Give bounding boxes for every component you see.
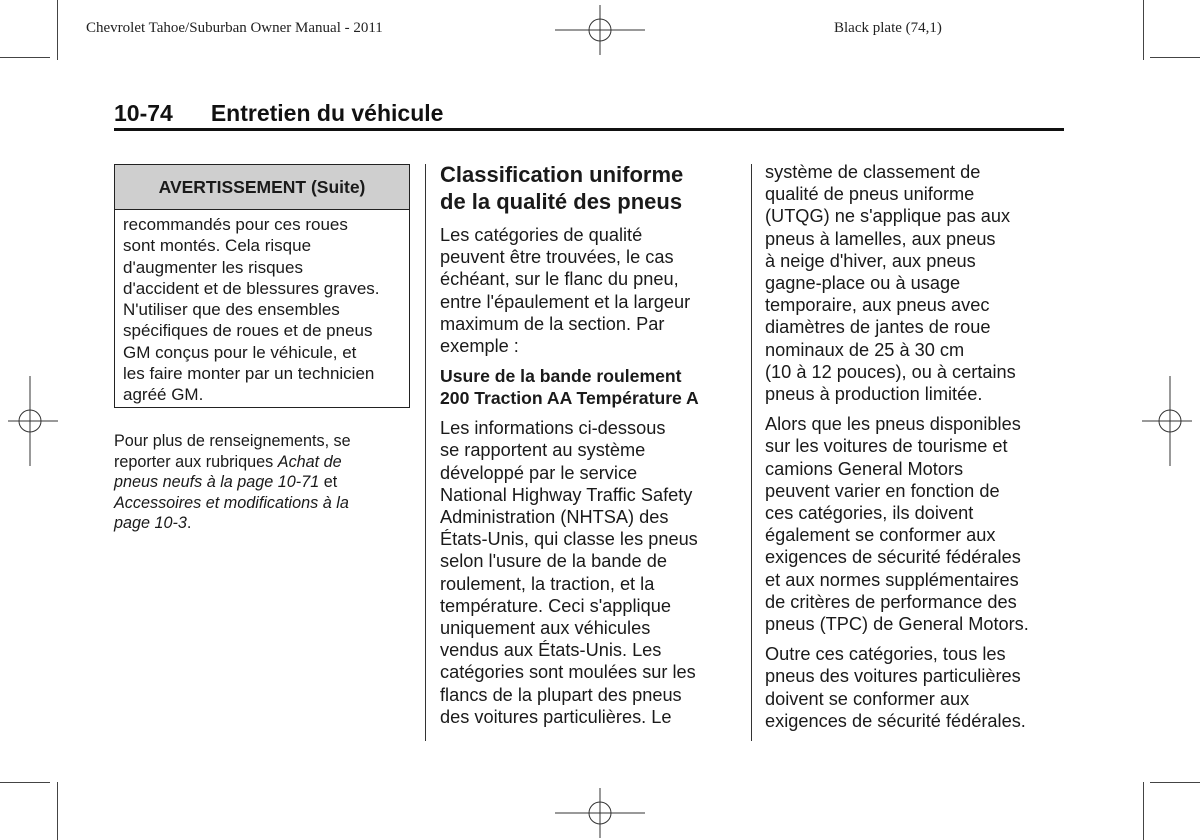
warning-title: AVERTISSEMENT (Suite) — [115, 165, 409, 210]
text-line: se rapportent au système — [440, 440, 646, 461]
column-2 — [440, 161, 740, 736]
crop-mark-top-right-vertical — [1143, 0, 1144, 60]
section-title: Entretien du véhicule — [210, 100, 444, 126]
text-line: pneus à lamelles, aux pneus — [765, 228, 996, 249]
section-heading — [440, 161, 740, 215]
header-rule — [114, 128, 1064, 131]
text-line: flancs de la plupart des pneus — [440, 684, 682, 705]
text-line: camions General Motors — [765, 458, 964, 479]
text-line: de critères de performance des — [765, 591, 1017, 612]
text-line: ces catégories, ils doivent — [765, 503, 974, 524]
text-line: (UTQG) ne s'applique pas aux — [765, 206, 1011, 227]
warning-line: recommandés pour ces roues — [123, 215, 348, 234]
text-line: exemple : — [440, 336, 519, 357]
text-line: nominaux de 25 à 30 cm — [765, 339, 965, 360]
crop-mark-top-left-horizontal — [0, 57, 50, 58]
plate-label: Black plate (74,1) — [834, 20, 942, 36]
example-line: 200 Traction AA Température A — [440, 388, 699, 409]
text-line: selon l'usure de la bande de — [440, 551, 667, 572]
standards-paragraph — [765, 413, 1065, 635]
running-head — [114, 100, 1064, 127]
text-line: (10 à 12 pouces), ou à certains — [765, 361, 1016, 382]
column-divider-1 — [425, 164, 426, 741]
text-line: catégories sont moulées sur les — [440, 662, 696, 683]
text-line: pneus à production limitée. — [765, 384, 983, 405]
text-line: maximum de la section. Par — [440, 313, 665, 334]
registration-mark-right — [1142, 376, 1192, 466]
crop-mark-bottom-right-horizontal — [1150, 782, 1200, 783]
text-line: peuvent être trouvées, le cas — [440, 247, 674, 268]
warning-line: les faire monter par un technicien — [123, 364, 375, 384]
cross-reference-link[interactable]: Achat de — [277, 452, 342, 471]
text-line: diamètres de jantes de roue — [765, 317, 991, 338]
cross-reference-link[interactable]: pneus neufs à la page 10-71 — [114, 473, 320, 491]
note-line — [114, 513, 410, 534]
column-divider-2 — [751, 164, 752, 741]
cross-reference-note — [114, 431, 410, 534]
registration-mark-bottom — [555, 788, 645, 838]
page-number: 10-74 — [114, 100, 173, 126]
text-line: système de classement de — [765, 162, 981, 182]
text-line: gagne-place ou à usage — [765, 273, 961, 294]
column-3 — [765, 161, 1065, 740]
text-line: Les informations ci-dessous — [440, 418, 666, 439]
example-line: Usure de la bande roulement — [440, 366, 682, 387]
note-text: . — [186, 514, 192, 532]
text-line: doivent se conformer aux — [765, 688, 970, 709]
text-line: qualité de pneus uniforme — [765, 184, 975, 205]
warning-line: d'augmenter les risques — [123, 257, 303, 277]
intro-paragraph — [440, 224, 740, 357]
warning-line: N'utiliser que des ensembles — [123, 300, 340, 320]
text-line: exigences de sécurité fédérales — [765, 547, 1021, 568]
note-line — [114, 493, 410, 514]
note-line — [114, 472, 410, 493]
crop-mark-bottom-right-vertical — [1143, 782, 1144, 840]
note-line: Pour plus de renseignements, se — [114, 432, 351, 450]
text-line: exigences de sécurité fédérales. — [765, 710, 1026, 731]
text-line: uniquement aux véhicules — [440, 618, 651, 639]
text-line: Outre ces catégories, tous les — [765, 644, 1006, 665]
text-line: États-Unis, qui classe les pneus — [440, 529, 698, 550]
registration-mark-top — [555, 5, 645, 55]
grade-example — [440, 365, 740, 409]
text-line: entre l'épaulement et la largeur — [440, 291, 691, 312]
warning-line: spécifiques de roues et de pneus — [123, 321, 373, 341]
text-line: sur les voitures de tourisme et — [765, 436, 1008, 457]
cross-reference-link[interactable]: Accessoires et modifications à la — [114, 493, 349, 512]
text-line: pneus des voitures particulières — [765, 666, 1021, 687]
warning-line: d'accident et de blessures graves. — [123, 278, 380, 298]
registration-mark-left — [8, 376, 58, 466]
heading-line: de la qualité des pneus — [440, 189, 683, 214]
federal-requirements-paragraph — [765, 643, 1065, 732]
text-line: également se conformer aux — [765, 525, 996, 546]
note-text: reporter aux rubriques — [114, 452, 278, 471]
note-line — [114, 452, 410, 473]
crop-mark-top-right-horizontal — [1150, 57, 1200, 58]
text-line: peuvent varier en fonction de — [765, 480, 1000, 501]
text-line: Alors que les pneus disponibles — [765, 414, 1021, 435]
text-line: et aux normes supplémentaires — [765, 569, 1019, 590]
cross-reference-link[interactable]: page 10-3 — [114, 514, 187, 532]
warning-line: sont montés. Cela risque — [123, 236, 312, 256]
warning-line: agréé GM. — [123, 385, 204, 405]
text-line: développé par le service — [440, 462, 638, 483]
crop-mark-top-left-vertical — [57, 0, 58, 60]
text-line: National Highway Traffic Safety — [440, 484, 693, 505]
crop-mark-bottom-left-vertical — [57, 782, 58, 840]
manual-title: Chevrolet Tahoe/Suburban Owner Manual - 2011 — [86, 20, 383, 36]
text-line: roulement, la traction, et la — [440, 573, 655, 594]
text-line: vendus aux États-Unis. Les — [440, 640, 662, 661]
utqg-paragraph — [765, 161, 1065, 405]
crop-mark-bottom-left-horizontal — [0, 782, 50, 783]
warning-line: GM conçus pour le véhicule, et — [123, 342, 357, 362]
text-line: pneus (TPC) de General Motors. — [765, 614, 1029, 635]
text-line: des voitures particulières. Le — [440, 706, 672, 727]
note-text: et — [319, 473, 338, 491]
heading-line: Classification uniforme — [440, 162, 684, 187]
text-line: Administration (NHTSA) des — [440, 507, 669, 528]
text-line: à neige d'hiver, aux pneus — [765, 250, 976, 271]
text-line: Les catégories de qualité — [440, 225, 643, 245]
warning-box — [114, 164, 410, 408]
text-line: température. Ceci s'applique — [440, 595, 671, 616]
text-line: temporaire, aux pneus avec — [765, 295, 990, 316]
text-line: échéant, sur le flanc du pneu, — [440, 269, 679, 290]
warning-body — [115, 210, 409, 406]
info-paragraph — [440, 417, 740, 728]
